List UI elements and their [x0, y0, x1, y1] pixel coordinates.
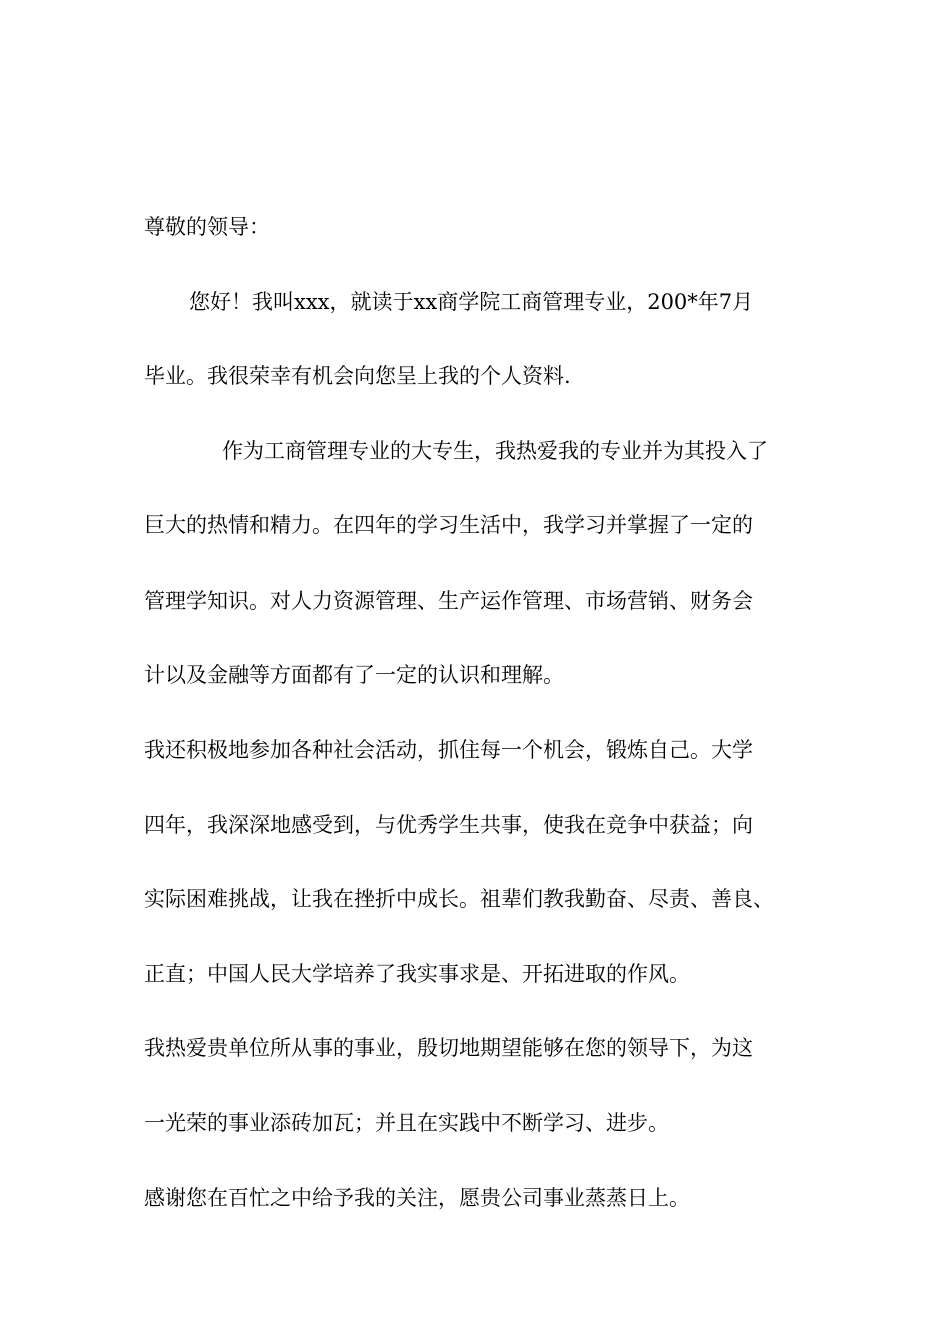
- body-line: 管理学知识。对人力资源管理、生产运作管理、市场营销、财务会: [144, 589, 753, 613]
- body-line: 一光荣的事业添砖加瓦；并且在实践中不断学习、进步。: [144, 1111, 669, 1135]
- body-line: 作为工商管理专业的大专生，我热爱我的专业并为其投入了: [222, 439, 768, 463]
- body-line: 毕业。我很荣幸有机会向您呈上我的个人资料.: [144, 364, 571, 388]
- body-line: 计以及金融等方面都有了一定的认识和理解。: [144, 663, 564, 687]
- body-line: 我还积极地参加各种社会活动，抓住每一个机会，锻炼自己。大学: [144, 738, 753, 762]
- body-line: 正直；中国人民大学培养了我实事求是、开拓进取的作风。: [144, 962, 690, 986]
- salutation: 尊敬的领导：: [144, 215, 270, 239]
- body-line: 我热爱贵单位所从事的事业，殷切地期望能够在您的领导下，为这: [144, 1036, 753, 1060]
- body-line: 四年，我深深地感受到，与优秀学生共事，使我在竞争中获益；向: [144, 813, 753, 837]
- closing-line: 感谢您在百忙之中给予我的关注，愿贵公司事业蒸蒸日上。: [144, 1186, 690, 1210]
- body-line: 巨大的热情和精力。在四年的学习生活中，我学习并掌握了一定的: [144, 513, 753, 537]
- body-line: 实际困难挑战，让我在挫折中成长。祖辈们教我勤奋、尽责、善良、: [144, 887, 774, 911]
- body-line: 您好！我叫xxx，就读于xx商学院工商管理专业，200*年7月: [189, 290, 754, 314]
